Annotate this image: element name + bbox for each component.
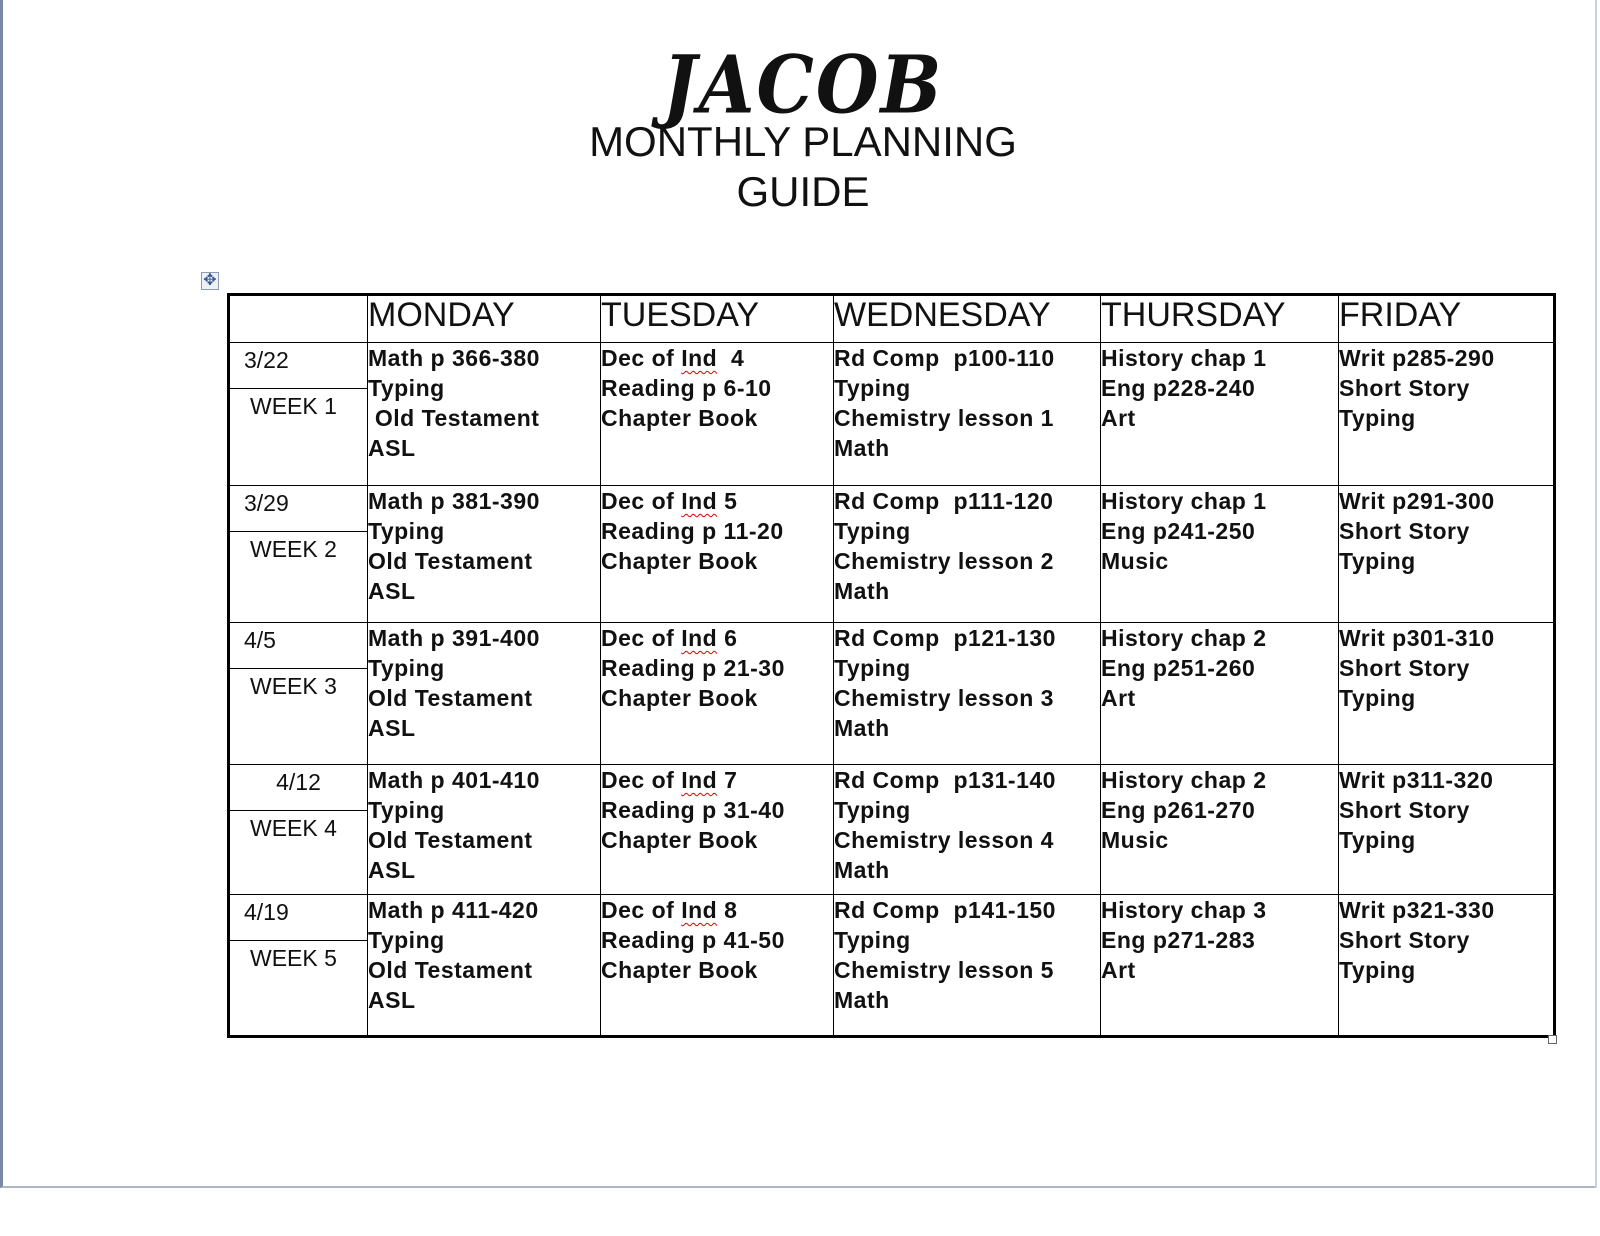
task-line (601, 343, 833, 373)
task-line: Short Story (1339, 655, 1470, 681)
tuesday-cell[interactable] (601, 895, 834, 1037)
task-line: Typing (834, 375, 911, 401)
task-line: Rd Comp p131-140 (834, 767, 1056, 793)
task-line: Typing (368, 655, 445, 681)
day-header-monday[interactable]: MONDAY (368, 295, 601, 343)
task-line: Reading p 41-50 (601, 927, 785, 953)
task-line: Writ p301-310 (1339, 625, 1495, 651)
spellcheck-word: Ind (681, 625, 718, 651)
task-line: Reading p 11-20 (601, 518, 784, 544)
task-line: Writ p291-300 (1339, 488, 1495, 514)
task-line: Writ p321-330 (1339, 897, 1495, 923)
task-line: History chap 2 (1101, 767, 1267, 793)
week-label: WEEK 5 (250, 945, 337, 971)
task-line: Short Story (1339, 518, 1470, 544)
wednesday-cell[interactable] (834, 343, 1101, 486)
thursday-cell[interactable] (1101, 623, 1339, 765)
task-line: ASL (368, 715, 416, 741)
week-label: WEEK 3 (250, 673, 337, 699)
wednesday-cell[interactable] (834, 486, 1101, 623)
task-line: Reading p 6-10 (601, 375, 772, 401)
task-line: Chapter Book (601, 957, 758, 983)
page-title (3, 117, 1600, 217)
task-line: Typing (368, 375, 445, 401)
task-line: Chapter Book (601, 548, 758, 574)
week-cell[interactable] (229, 486, 368, 623)
task-line: Short Story (1339, 797, 1470, 823)
task-line: Chapter Book (601, 405, 758, 431)
week-date: 4/19 (230, 895, 367, 941)
task-line: History chap 3 (1101, 897, 1267, 923)
task-line: Old Testament (368, 685, 533, 711)
task-text: 8 (717, 897, 738, 923)
task-line: History chap 1 (1101, 488, 1267, 514)
task-line: Reading p 21-30 (601, 655, 785, 681)
title-line-1: MONTHLY PLANNING (589, 118, 1017, 165)
tuesday-cell[interactable] (601, 623, 834, 765)
tuesday-cell[interactable] (601, 343, 834, 486)
task-line: ASL (368, 857, 416, 883)
table-row (229, 343, 1555, 486)
corner-cell[interactable] (229, 295, 368, 343)
task-line: Typing (368, 518, 445, 544)
day-header-thursday[interactable]: THURSDAY (1101, 295, 1339, 343)
task-line: History chap 1 (1101, 345, 1267, 371)
task-line: Short Story (1339, 927, 1470, 953)
task-line: Chapter Book (601, 827, 758, 853)
week-label: WEEK 1 (250, 393, 337, 419)
week-cell[interactable] (229, 765, 368, 895)
task-line: Math (834, 987, 890, 1013)
week-cell[interactable] (229, 623, 368, 765)
week-label: WEEK 4 (250, 815, 337, 841)
tuesday-cell[interactable] (601, 765, 834, 895)
tuesday-cell[interactable] (601, 486, 834, 623)
monday-cell[interactable] (368, 623, 601, 765)
task-line: Rd Comp p121-130 (834, 625, 1056, 651)
task-line: Art (1101, 685, 1136, 711)
task-line: Typing (1339, 405, 1416, 431)
task-line: Rd Comp p141-150 (834, 897, 1056, 923)
task-line: Typing (368, 797, 445, 823)
task-line: ASL (368, 435, 416, 461)
thursday-cell[interactable] (1101, 895, 1339, 1037)
task-line: Writ p311-320 (1339, 767, 1494, 793)
planning-table (227, 293, 1556, 1038)
header-row (229, 295, 1555, 343)
task-line: Eng p241-250 (1101, 518, 1256, 544)
task-text: Dec of (601, 488, 682, 514)
task-line: Music (1101, 548, 1169, 574)
wednesday-cell[interactable] (834, 623, 1101, 765)
task-line: ASL (368, 578, 416, 604)
task-line: Chemistry lesson 3 (834, 685, 1054, 711)
task-line: Old Testament (368, 957, 533, 983)
day-header-tuesday[interactable]: TUESDAY (601, 295, 834, 343)
friday-cell[interactable] (1339, 623, 1555, 765)
day-header-friday[interactable]: FRIDAY (1339, 295, 1555, 343)
task-line: Typing (368, 927, 445, 953)
wednesday-cell[interactable] (834, 765, 1101, 895)
task-line: Eng p228-240 (1101, 375, 1256, 401)
task-line: Writ p285-290 (1339, 345, 1495, 371)
task-line: Eng p261-270 (1101, 797, 1256, 823)
task-line: Art (1101, 957, 1136, 983)
task-line: Chemistry lesson 2 (834, 548, 1054, 574)
task-line (601, 895, 833, 925)
week-date: 3/29 (230, 486, 367, 532)
table-row (229, 895, 1555, 1037)
task-line: Math p 401-410 (368, 767, 540, 793)
task-line: Chemistry lesson 1 (834, 405, 1054, 431)
task-line: Eng p251-260 (1101, 655, 1256, 681)
task-line: Math p 381-390 (368, 488, 540, 514)
task-text: 4 (717, 345, 745, 371)
table-row (229, 765, 1555, 895)
table-row (229, 623, 1555, 765)
task-line: Rd Comp p111-120 (834, 488, 1054, 514)
task-text: 5 (717, 488, 738, 514)
task-text: 7 (717, 767, 738, 793)
task-line: ASL (368, 987, 416, 1013)
monday-cell[interactable] (368, 895, 601, 1037)
friday-cell[interactable] (1339, 343, 1555, 486)
week-date: 4/12 (230, 765, 367, 811)
wednesday-cell[interactable] (834, 895, 1101, 1037)
task-line: Math p 391-400 (368, 625, 540, 651)
task-line: Typing (1339, 827, 1416, 853)
monday-cell[interactable] (368, 343, 601, 486)
task-line: Typing (834, 927, 911, 953)
task-line: Math p 366-380 (368, 345, 540, 371)
week-cell[interactable] (229, 895, 368, 1037)
thursday-cell[interactable] (1101, 343, 1339, 486)
task-line: Math (834, 857, 890, 883)
spellcheck-word: Ind (681, 767, 718, 793)
task-line: Typing (834, 797, 911, 823)
task-line: Math (834, 435, 890, 461)
task-line: Art (1101, 405, 1136, 431)
task-line: Typing (1339, 685, 1416, 711)
task-line: Reading p 31-40 (601, 797, 785, 823)
task-line: Short Story (1339, 375, 1470, 401)
day-header-wednesday[interactable]: WEDNESDAY (834, 295, 1101, 343)
task-line: Old Testament (368, 405, 540, 431)
friday-cell[interactable] (1339, 765, 1555, 895)
task-line: Typing (834, 655, 911, 681)
task-text: Dec of (601, 625, 682, 651)
task-text: Dec of (601, 897, 682, 923)
task-line (601, 486, 833, 516)
week-date: 3/22 (230, 343, 367, 389)
task-line (601, 623, 833, 653)
week-cell[interactable] (229, 343, 368, 486)
task-line: Math p 411-420 (368, 897, 539, 923)
task-line: Typing (834, 518, 911, 544)
monday-cell[interactable] (368, 765, 601, 895)
task-line: Chemistry lesson 4 (834, 827, 1054, 853)
thursday-cell[interactable] (1101, 765, 1339, 895)
task-line: Chemistry lesson 5 (834, 957, 1054, 983)
task-line: Chapter Book (601, 685, 758, 711)
task-text: Dec of (601, 345, 682, 371)
task-line: Music (1101, 827, 1169, 853)
task-line: Math (834, 578, 890, 604)
task-text: Dec of (601, 767, 682, 793)
thursday-cell[interactable] (1101, 486, 1339, 623)
task-line: Typing (1339, 548, 1416, 574)
title-line-2: GUIDE (736, 168, 870, 215)
friday-cell[interactable] (1339, 895, 1555, 1037)
resize-square-icon[interactable] (1548, 1035, 1557, 1044)
friday-cell[interactable] (1339, 486, 1555, 623)
task-line: History chap 2 (1101, 625, 1267, 651)
spellcheck-word: Ind (681, 345, 718, 371)
student-name: JACOB (662, 37, 944, 132)
table-row (229, 486, 1555, 623)
spellcheck-word: Ind (681, 897, 718, 923)
task-line (601, 765, 833, 795)
task-line: Typing (1339, 957, 1416, 983)
task-line: Rd Comp p100-110 (834, 345, 1055, 371)
task-line: Math (834, 715, 890, 741)
task-line: Eng p271-283 (1101, 927, 1256, 953)
task-text: 6 (717, 625, 738, 651)
spellcheck-word: Ind (681, 488, 718, 514)
task-line: Old Testament (368, 548, 533, 574)
move-cross-icon[interactable]: ✥ (201, 272, 219, 290)
week-date: 4/5 (230, 623, 367, 669)
monday-cell[interactable] (368, 486, 601, 623)
task-line: Old Testament (368, 827, 533, 853)
week-label: WEEK 2 (250, 536, 337, 562)
